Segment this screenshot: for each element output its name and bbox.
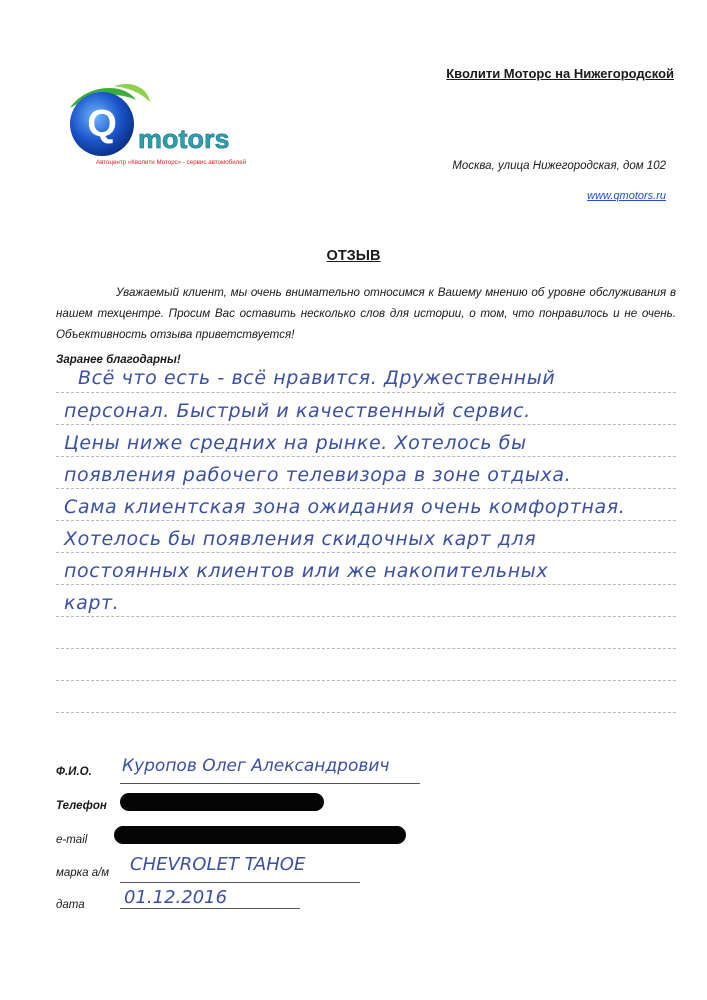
email-redaction [114,826,406,844]
ruled-line [56,616,676,617]
review-line-7: постоянных клиентов или же накопительных [64,560,549,582]
phone-label: Телефон [56,800,107,812]
company-name: Кволити Моторс на Нижегородской [446,66,674,81]
review-line-3: Цены ниже средних на рынке. Хотелось бы [64,432,527,454]
car-label: марка а/м [56,867,110,879]
ruled-line [56,712,676,713]
form-title: ОТЗЫВ [326,248,381,264]
review-line-4: появления рабочего телевизора в зоне отдыха. [64,464,572,486]
company-website-link[interactable]: www.qmotors.ru [587,190,666,202]
review-line-6: Хотелось бы появления скидочных карт для [64,528,537,550]
ruled-line [56,424,676,425]
date-value: 01.12.2016 [124,887,228,908]
review-line-5: Сама клиентская зона ожидания очень комфортная. [64,496,626,518]
ruled-line [56,520,676,521]
ruled-line [56,648,676,649]
name-value: Куропов Олег Александрович [122,756,390,776]
name-underline [120,783,420,784]
ruled-line [56,456,676,457]
ruled-line [56,584,676,585]
qmotors-logo [52,78,262,174]
logo-tagline: Автоцентр «Кволити Моторс» - сервис автомобилей [96,159,247,166]
date-underline [120,908,300,909]
form-thanks: Заранее благодарны! [56,354,181,366]
ruled-line [56,680,676,681]
car-underline [120,882,360,883]
logo-word: motors [138,124,230,154]
logo-letter: Q [87,103,117,145]
phone-redaction [120,793,324,811]
review-line-8: карт. [64,592,120,614]
review-line-1: Всё что есть - всё нравится. Дружественный [78,367,556,389]
company-address: Москва, улица Нижегородская, дом 102 [452,160,666,172]
car-value: CHEVROLET TAHOE [130,854,306,875]
date-label: дата [56,899,85,911]
ruled-line [56,392,676,393]
ruled-line [56,488,676,489]
name-label: Ф.И.О. [56,766,92,778]
logo-graphic [52,78,262,174]
email-label: e-mail [56,834,88,846]
review-line-2: персонал. Быстрый и качественный сервис. [64,400,531,422]
ruled-line [56,552,676,553]
review-writing-area [56,372,676,732]
form-intro: Уважаемый клиент, мы очень внимательно относимся к Вашему мнению об уровне обслуживания в нашем техцентре. Просим Вас оставить несколько слов для истории, о том, что понравилось и не очень. Объективность отзыва приветствуется! [56,286,676,341]
